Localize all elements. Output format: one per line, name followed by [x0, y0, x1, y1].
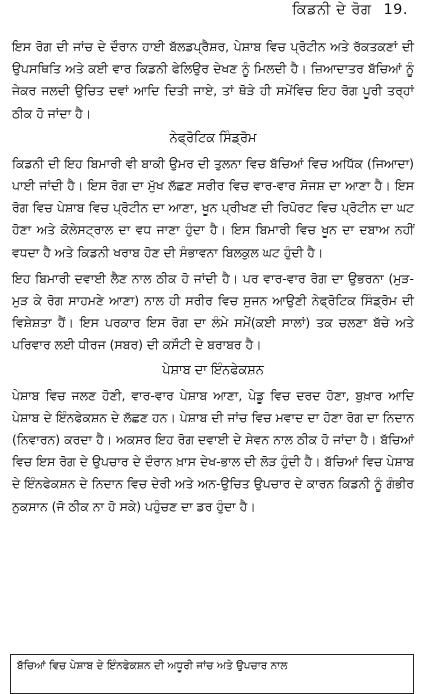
- section-heading-urinary-infection: ਪੇਸ਼ਾਬ ਦਾ ਇੰਨਫੇਕਸ਼ਨ: [162, 362, 264, 378]
- paragraph: ਇਹ ਬਿਮਾਰੀ ਦਵਾਈ ਲੈਣ ਨਾਲ ਠੀਕ ਹੋ ਜਾਂਦੀ ਹੈ। ਪਰ ਵਾਰ-ਵਾਰ ਰੋਗ ਦਾ ਉਭਰਨਾ (ਮੁੜ-ਮੁੜ ਕੇ ਰੋਗ ਸਾਹਮਣੇ ਆਣਾ) ਨਾਲ ਹੀ ਸਰੀਰ ਵਿਚ ਸੁਜਨ ਆਉਣੀ ਨੇਫ੍ਰੋਟਿਕ ਸਿੰਡ੍ਰੋਮ ਦੀ ਵਿਸ਼ੇਸ਼ਤਾ ਹੈਂ। ਇਸ ਪਰਕਾਰ ਇਸ ਰੋਗ ਦਾ ਲੰਮੇ ਸਮੇਂ(ਕਈ ਸਾਲਾਂ) ਤਕ ਚਲਣਾ ਬੱਚੇ ਅਤੇ ਪਰਿਵਾਰ ਲਈ ਧੀਰਜ (ਸਬਰ) ਦੀ ਕਸੌਟੀ ਦੇ ਬਰਾਬਰ ਹੈ।: [12, 270, 414, 353]
- paragraph: ਕਿਡਨੀ ਦੀ ਇਹ ਬਿਮਾਰੀ ਵੀ ਬਾਕੀ ਉਮਰ ਦੀ ਤੁਲਨਾ ਵਿਚ ਬੱਚਿਆਂ ਵਿਚ ਅਧਿੱਕ (ਜਿਆਦਾ) ਪਾਈ ਜਾਂਦੀ ਹੈ। ਇਸ ਰੋਗ ਦਾ ਮੁੱਖ ਲੱਛਣ ਸਰੀਰ ਵਿਚ ਵਾਰ-ਵਾਰ ਸੋਜਸ਼ ਦਾ ਆਣਾ ਹੈ। ਇਸ ਰੋਗ ਵਿਚ ਪੇਸ਼ਾਬ ਵਿਚ ਪ੍ਰੋਟੀਨ ਦਾ ਆਣਾ, ਖੂਨ ਪ੍ਰੀਖਣ ਦੀ ਰਿਪੋਰਟ ਵਿਚ ਪ੍ਰੋਟੀਨ ਦਾ ਘਟ ਹੋਣਾ ਅਤੇ ਕੋਲੇਸਟ੍ਰਾਲ ਦਾ ਵਧ ਜਾਣਾ ਹੁੰਦਾ ਹੈ। ਇਸ ਬਿਮਾਰੀ ਵਿਚ ਖੂਨ ਦਾ ਦਬਾਅ ਨਹੀਂ ਵਧਦਾ ਹੈ ਅਤੇ ਕਿਡਨੀ ਖਰਾਬ ਹੋਣ ਦੀ ਸੰਭਾਵਨਾ ਬਿਲਕੁਲ ਘਟ ਹੁੰਦੀ ਹੈ।: [12, 155, 414, 260]
- highlight-note-box: [10, 654, 414, 694]
- paragraph: ਇਸ ਰੋਗ ਦੀ ਜਾਂਚ ਦੇ ਦੌਰਾਨ ਹਾਈ ਬੱਲਡਪ੍ਰੈਸ਼ਰ, ਪੇਸ਼ਾਬ ਵਿਚ ਪ੍ਰੋਟੀਨ ਅਤੇ ਰੱਕਤਕਣਾਂ ਦੀ ਉਪਸਥਿਤਿ ਅਤੇ ਕਈ ਵਾਰ ਕਿਡਨੀ ਫੇਲਿਉਰ ਦੇਖਣ ਨੂੰ ਮਿਲਦੀ ਹੈ। ਜ਼ਿਆਦਾਤਰ ਬੱਚਿਆਂ ਨੂੰ ਜੇਕਰ ਜਲਦੀ ਉਚਿਤ ਦਵਾਂ ਆਦਿ ਦਿਤੀ ਜਾਏ, ਤਾਂ ਥੋੜੇ ਹੀ ਸਮੇਂਵਿਚ ਇਹ ਰੋਗ ਪੂਰੀ ਤਰ੍ਹਾਂ ਠੀਕ ਹੋ ਜਾਂਦਾ ਹੈ।: [12, 39, 414, 121]
- paragraph: ਪੇਸ਼ਾਬ ਵਿਚ ਜਲਣ ਹੋਣੀ, ਵਾਰ-ਵਾਰ ਪੇਸ਼ਾਬ ਆਣਾ, ਪੇਡੂ ਵਿਚ ਦਰਦ ਹੋਣਾ, ਬੁਖ਼ਾਰ ਆਦਿ ਪੇਸ਼ਾਬ ਦੇ ਇੰਨਫੇਕਸ਼ਨ ਦੇ ਲੱਛਣ ਹਨ। ਪੇਸ਼ਾਬ ਦੀ ਜਾਂਚ ਵਿਚ ਮਵਾਦ ਦਾ ਹੋਣਾ ਰੋਗ ਦਾ ਨਿਦਾਨ (ਨਿਵਾਰਨ) ਕਰਦਾ ਹੈ। ਅਕਸਰ ਇਹ ਰੋਗ ਦਵਾਈ ਦੇ ਸੇਵਨ ਨਾਲ ਠੀਕ ਹੋ ਜਾਂਦਾ ਹੈ। ਬੱਚਿਆਂ ਵਿਚ ਇਸ ਰੋਗ ਦੇ ਉਪਚਾਰ ਦੇ ਦੌਰਾਨ ਖ਼ਾਸ ਦੇਖ-ਭਾਲ ਦੀ ਲੋੜ ਹੁੰਦੀ ਹੈ। ਬੱਚਿਆਂ ਵਿਚ ਪੇਸ਼ਾਬ ਦੇ ਇੰਨਫੇਕਸ਼ਨ ਦੇ ਨਿਦਾਨ ਵਿਚ ਦੇਰੀ ਅਤੇ ਅਨ-ਉਚਿਤ ਉਪਚਾਰ ਦੇ ਕਾਰਨ ਕਿਡਨੀ ਨੂੰ ਗੰਭੀਰ ਨੁਕਸਾਨ (ਜੋ ਠੀਕ ਨਾ ਹੋ ਸਕੇ) ਪਹੁੰਚਣ ਦਾ ਡਰ ਹੁੰਦਾ ਹੈ।: [12, 387, 414, 514]
- chapter-title: ਕਿਡਨੀ ਦੇ ਰੋਗ: [292, 2, 372, 18]
- section-heading-nephrotic-syndrome: ਨੇਫ੍ਰੋਟਿਕ ਸਿੰਡ੍ਰੋਮ: [169, 130, 257, 146]
- note-text: ਬੱਚਿਆਂ ਵਿਚ ਪੇਸ਼ਾਬ ਦੇ ਇੰਨਫੇਕਸ਼ਨ ਦੀ ਅਧੂਰੀ ਜਾਂਚ ਅਤੇ ਉਪਚਾਰ ਨਾਲ: [17, 660, 288, 672]
- page-number: 19.: [383, 2, 408, 18]
- running-header: [292, 2, 408, 18]
- body-text: [12, 36, 414, 522]
